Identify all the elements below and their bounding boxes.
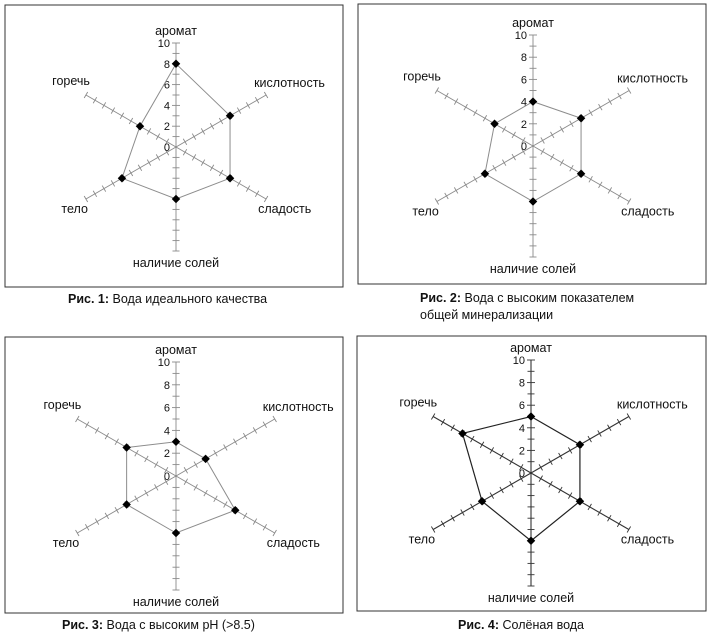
- axis-tick: [589, 110, 593, 116]
- axis-tick: [129, 118, 133, 124]
- axis-tick: [253, 519, 256, 525]
- axis-tick: [474, 110, 478, 116]
- caption-3: [62, 617, 255, 634]
- axis-tick: [490, 447, 494, 453]
- axis-tick: [502, 126, 506, 132]
- axis-tick: [617, 419, 621, 425]
- caption-2: [420, 290, 634, 324]
- axis-tick: [111, 180, 115, 186]
- axis-tick: [608, 515, 612, 521]
- axis-tick: [627, 87, 631, 93]
- caption-2-text: Вода с высоким показателем: [464, 291, 635, 305]
- category-label: аромат: [155, 343, 197, 357]
- tick-label: 0: [520, 141, 527, 153]
- axis-tick: [145, 456, 149, 462]
- category-label: аромат: [510, 341, 552, 355]
- axis-tick: [454, 99, 458, 105]
- axis-tick: [95, 427, 99, 433]
- axis-tick: [559, 487, 563, 493]
- category-label: тело: [408, 532, 436, 547]
- axis-tick: [539, 464, 543, 470]
- data-point-кислотность: [577, 114, 585, 122]
- axis-tick: [550, 132, 554, 138]
- tick-label: 10: [157, 38, 170, 50]
- axis-tick: [617, 521, 621, 527]
- category-label: сладость: [620, 532, 675, 547]
- category-label: наличие солей: [487, 591, 575, 605]
- data-point-горечь: [136, 122, 144, 130]
- axis-tick: [598, 510, 602, 516]
- axis-tick: [184, 467, 188, 473]
- axis-tick: [263, 524, 267, 530]
- axis-tick: [445, 193, 449, 199]
- axis-tick: [435, 87, 439, 93]
- axis-tick: [263, 422, 267, 428]
- axis-tick: [219, 170, 223, 176]
- axis-tick: [120, 113, 124, 119]
- axis-tick: [599, 182, 603, 188]
- tick-label: 4: [163, 100, 170, 113]
- axis-tick: [570, 121, 574, 127]
- caption-4-prefix: Рис. 4:: [458, 618, 500, 632]
- axis-tick: [255, 191, 258, 197]
- tick-label: 4: [518, 422, 525, 435]
- axis-tick: [183, 149, 187, 155]
- axis-tick: [471, 504, 475, 510]
- tick-label: 2: [520, 118, 527, 131]
- radar-chart-1: [5, 5, 343, 287]
- axis-tick: [502, 160, 506, 166]
- caption-3-text: Вода с высоким pH (>8.5): [106, 618, 255, 632]
- axis-tick: [84, 92, 88, 98]
- axis-tick: [512, 132, 516, 138]
- data-point-наличие солей: [172, 195, 180, 203]
- axis-tick: [194, 484, 198, 490]
- category-label: наличие солей: [132, 595, 220, 609]
- tick-label: 10: [157, 357, 170, 369]
- tick-label: 4: [163, 425, 170, 438]
- axis-tick: [105, 433, 109, 439]
- data-point-сладость: [226, 174, 234, 182]
- category-label: тело: [61, 202, 88, 216]
- axis-tick: [461, 510, 465, 516]
- data-point-аромат: [172, 438, 180, 446]
- radar-chart-4: [357, 336, 706, 611]
- axis-tick: [550, 154, 554, 160]
- caption-4-text: Солёная вода: [502, 618, 585, 632]
- axis-tick: [512, 154, 516, 160]
- data-point-тело: [122, 500, 130, 508]
- data-point-кислотность: [201, 455, 209, 463]
- tick-label: 8: [520, 52, 527, 65]
- category-label: сладость: [258, 202, 312, 216]
- axis-tick: [105, 513, 109, 519]
- category-label: горечь: [399, 395, 438, 410]
- axis-tick: [237, 180, 241, 186]
- category-label: сладость: [621, 204, 675, 219]
- axis-tick: [111, 108, 115, 114]
- category-label: аромат: [155, 24, 197, 38]
- axis-tick: [454, 187, 458, 193]
- axis-tick: [237, 108, 241, 114]
- data-point-горечь: [122, 443, 130, 451]
- axis-tick: [243, 433, 247, 439]
- axis-tick: [156, 134, 160, 140]
- axis-tick: [184, 479, 188, 485]
- caption-1: [68, 291, 267, 308]
- axis-tick: [246, 102, 250, 108]
- axis-tick: [480, 442, 484, 448]
- category-label: кислотность: [254, 76, 325, 90]
- axis-tick: [135, 496, 139, 502]
- caption-3-prefix: Рис. 3:: [62, 618, 104, 632]
- axis-tick: [192, 154, 196, 160]
- axis-tick: [214, 450, 218, 456]
- axis-tick: [102, 102, 106, 108]
- axis-tick: [155, 484, 159, 490]
- category-label: наличие солей: [132, 256, 220, 270]
- caption-2-text-line2: общей минерализации: [420, 308, 554, 322]
- axis-tick: [510, 481, 513, 487]
- data-point-горечь: [458, 429, 466, 437]
- axis-tick: [253, 427, 256, 433]
- axis-tick: [559, 453, 563, 459]
- data-point-аромат: [527, 412, 535, 420]
- axis-tick: [490, 493, 494, 499]
- tick-label: 2: [163, 121, 170, 134]
- axis-tick: [627, 413, 631, 419]
- axis-tick: [243, 513, 247, 519]
- axis-tick: [201, 128, 205, 134]
- axis-tick: [93, 97, 97, 103]
- axis-tick: [431, 413, 435, 419]
- axis-tick: [264, 92, 268, 98]
- axis-tick: [493, 165, 497, 171]
- axis-tick: [219, 118, 223, 124]
- axis-tick: [500, 487, 504, 493]
- tick-label: 6: [163, 79, 170, 92]
- axis-tick: [451, 515, 455, 521]
- axis-tick: [471, 436, 475, 442]
- axis-tick: [539, 476, 543, 482]
- category-label: тело: [412, 204, 439, 219]
- tick-label: 6: [518, 400, 525, 413]
- tick-label: 10: [512, 355, 525, 367]
- axis-tick: [273, 416, 277, 422]
- axis-tick: [599, 104, 603, 110]
- axis-tick: [192, 134, 196, 140]
- tick-label: 0: [163, 471, 170, 483]
- axis-tick: [560, 126, 564, 132]
- caption-1-text: Вода идеального качества: [112, 292, 268, 306]
- tick-label: 2: [163, 448, 170, 461]
- data-point-тело: [481, 170, 489, 178]
- axis-tick: [246, 186, 250, 192]
- axis-tick: [204, 490, 208, 496]
- category-label: сладость: [266, 536, 320, 550]
- category-label: аромат: [512, 16, 554, 30]
- axis-tick: [76, 416, 80, 422]
- category-label: кислотность: [617, 71, 689, 86]
- axis-tick: [210, 165, 214, 171]
- tick-label: 2: [518, 445, 525, 458]
- data-point-тело: [118, 174, 126, 182]
- axis-tick: [85, 524, 89, 530]
- axis-tick: [194, 462, 198, 468]
- axis-tick: [210, 123, 214, 129]
- axis-tick: [214, 496, 218, 502]
- tick-label: 8: [163, 58, 170, 71]
- tick-label: 4: [520, 96, 527, 109]
- tick-label: 6: [520, 74, 527, 87]
- axis-tick: [510, 459, 513, 465]
- axis-tick: [541, 149, 545, 155]
- axis-tick: [451, 425, 455, 431]
- category-label: кислотность: [616, 397, 688, 412]
- axis-tick: [145, 490, 149, 496]
- axis-tick: [549, 459, 553, 465]
- caption-1-prefix: Рис. 1:: [68, 292, 110, 306]
- series-line: [127, 442, 236, 533]
- caption-4: [458, 617, 584, 634]
- tick-label: 0: [163, 142, 170, 154]
- axis-tick: [500, 453, 504, 459]
- data-point-сладость: [577, 170, 585, 178]
- axis-tick: [95, 519, 99, 525]
- axis-tick: [608, 99, 612, 105]
- axis-tick: [598, 430, 602, 436]
- axis-tick: [135, 450, 139, 456]
- axis-tick: [560, 160, 564, 166]
- axis-tick: [483, 115, 487, 121]
- axis-tick: [441, 521, 445, 527]
- axis-tick: [85, 422, 89, 428]
- axis-tick: [102, 186, 106, 192]
- axis-tick: [155, 462, 159, 468]
- tick-label: 6: [163, 402, 170, 415]
- axis-tick: [445, 93, 449, 99]
- category-label: тело: [52, 536, 80, 550]
- axis-tick: [608, 425, 612, 431]
- axis-tick: [147, 160, 151, 166]
- axis-tick: [255, 97, 258, 103]
- category-label: наличие солей: [489, 262, 577, 276]
- data-point-горечь: [490, 120, 498, 128]
- radar-chart-3: [5, 337, 343, 613]
- axis-tick: [115, 439, 119, 445]
- data-point-кислотность: [576, 441, 584, 449]
- axis-tick: [541, 137, 545, 143]
- axis-tick: [474, 176, 478, 182]
- axis-tick: [183, 139, 187, 145]
- axis-tick: [568, 447, 572, 453]
- axis-tick: [156, 154, 160, 160]
- category-label: горечь: [43, 398, 82, 412]
- axis-tick: [570, 165, 574, 171]
- category-label: горечь: [403, 69, 441, 84]
- data-point-аромат: [529, 97, 537, 105]
- axis-tick: [147, 128, 151, 134]
- tick-label: 10: [514, 30, 527, 42]
- axis-tick: [201, 160, 205, 166]
- radar-chart-2: [358, 4, 706, 284]
- axis-tick: [224, 501, 228, 507]
- category-label: горечь: [52, 74, 90, 88]
- axis-tick: [233, 439, 237, 445]
- axis-tick: [588, 436, 592, 442]
- data-point-наличие солей: [172, 529, 180, 537]
- axis-tick: [224, 444, 228, 450]
- axis-tick: [588, 504, 592, 510]
- data-point-наличие солей: [529, 197, 537, 205]
- data-point-сладость: [231, 506, 239, 514]
- axis-tick: [568, 493, 572, 499]
- axis-tick: [441, 419, 445, 425]
- axis-tick: [608, 187, 612, 193]
- axis-tick: [138, 165, 142, 171]
- axis-tick: [115, 507, 119, 513]
- axis-tick: [129, 170, 133, 176]
- axis-tick: [549, 481, 553, 487]
- tick-label: 0: [518, 468, 525, 480]
- axis-tick: [618, 193, 622, 199]
- axis-tick: [93, 191, 97, 197]
- axis-tick: [464, 104, 468, 110]
- axis-tick: [464, 182, 468, 188]
- category-label: кислотность: [262, 400, 334, 414]
- tick-label: 8: [518, 377, 525, 390]
- caption-2-prefix: Рис. 2:: [420, 291, 462, 305]
- tick-label: 8: [163, 379, 170, 392]
- axis-tick: [618, 93, 622, 99]
- axis-tick: [589, 176, 593, 182]
